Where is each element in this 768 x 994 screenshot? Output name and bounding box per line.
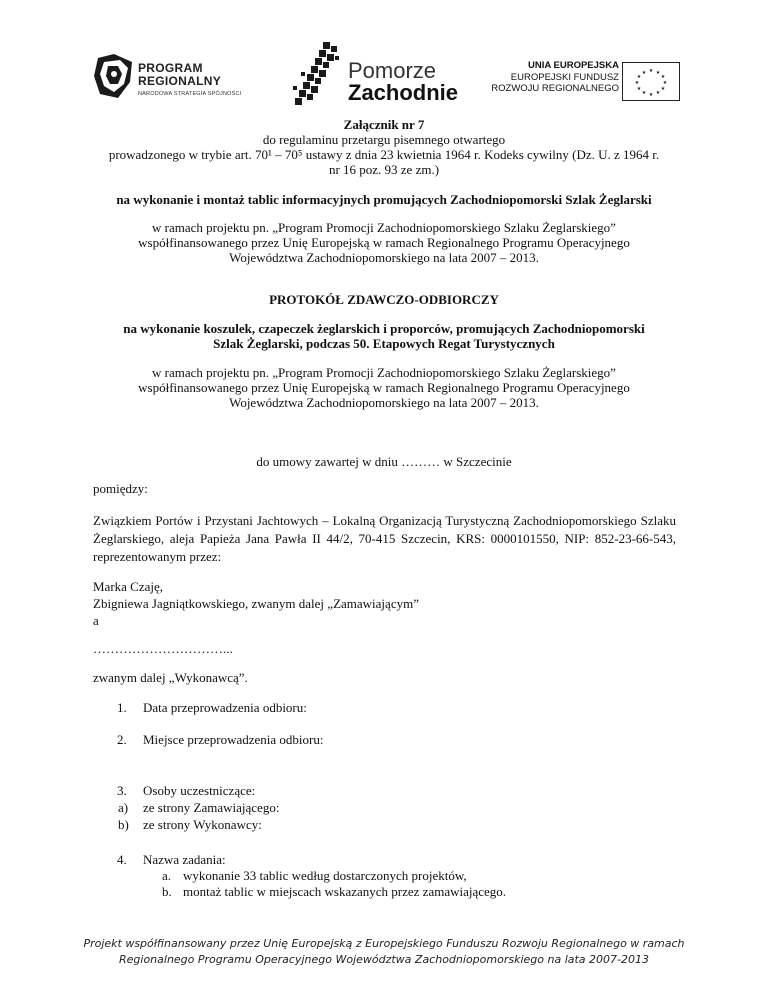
svg-text:★: ★ — [648, 68, 654, 74]
project-2-line-1: w ramach projektu pn. „Program Promocji Zachodniopomorskiego Szlaku Żeglarskiego” — [152, 365, 616, 380]
svg-text:★: ★ — [641, 70, 647, 76]
rep-line-1: Marka Czaję, — [93, 579, 164, 594]
footer-line-2: Regionalnego Programu Operacyjnego Województwa Zachodniopomorskiego na lata 2007-2013 — [119, 953, 649, 966]
eu-flag-icon — [622, 62, 680, 101]
svg-text:★: ★ — [660, 86, 666, 92]
svg-text:★: ★ — [655, 70, 661, 76]
pomorze-pixel-mark-icon — [293, 42, 349, 106]
item-number: 3. — [117, 783, 127, 798]
svg-text:★: ★ — [636, 74, 642, 80]
project-2-line-2: współfinansowanego przez Unię Europejską w ramach Regionalnego Programu Operacyjnego — [138, 380, 630, 395]
ue-line-3: ROZWOJU REGIONALNEGO — [491, 83, 619, 94]
program-line: PROGRAM — [138, 61, 203, 75]
sub-item-mark: a) — [118, 800, 129, 815]
sub-item-mark: a. — [162, 868, 172, 883]
item-text: Miejsce przeprowadzenia odbioru: — [143, 732, 324, 747]
svg-text:★: ★ — [648, 92, 654, 98]
project-1-line-1: w ramach projektu pn. „Program Promocji Zachodniopomorskiego Szlaku Żeglarskiego” — [152, 220, 616, 235]
item-number: 1. — [117, 700, 127, 715]
between-label: pomiędzy: — [93, 481, 148, 496]
item-text: Data przeprowadzenia odbioru: — [143, 700, 307, 715]
sub-item-mark: b. — [162, 884, 172, 899]
svg-text:★: ★ — [641, 90, 647, 96]
party-1-paragraph: Związkiem Portów i Przystani Jachtowych – Lokalną Organizacją Turystyczną Zachodniopomorskiego Szlaku Żeglarskiego, aleja Papieża Jana Pawła II 44/2, 70-415 Szczecin, KRS: 0000101550, NIP: 852-23-66-543, reprezentowanym przez: — [93, 513, 676, 564]
rep-line-3: a — [93, 613, 99, 628]
header-line-3: nr 16 poz. 93 ze zm.) — [328, 162, 440, 177]
contract-line: do umowy zawartej w dniu ……… w Szczecinie — [256, 454, 512, 469]
svg-text:★: ★ — [655, 90, 661, 96]
program-regionalny-logo — [94, 54, 254, 104]
rep-line-2: Zbigniewa Jagniątkowskiego, zwanym dalej „Zamawiającym” — [93, 596, 419, 611]
program-regionalny-emblem-icon — [94, 54, 134, 100]
regionalny-line: REGIONALNY — [138, 74, 222, 88]
ue-caption — [491, 60, 619, 95]
ue-line-1: UNIA EUROPEJSKA — [528, 60, 619, 71]
pomorze-zachodnie-logo — [293, 42, 483, 108]
item-number: 4. — [117, 852, 127, 867]
item-number: 2. — [117, 732, 127, 747]
header-line-1: do regulaminu przetargu pisemnego otwartego — [262, 132, 506, 147]
subject-2-line-2: Szlak Żeglarski, podczas 50. Etapowych Regat Turystycznych — [213, 336, 555, 351]
sub-item-text: ze strony Zamawiającego: — [143, 800, 280, 815]
contractor-label: zwanym dalej „Wykonawcą”. — [93, 670, 248, 685]
contractor-name-blank: …………………………... — [93, 641, 233, 656]
subject-line: na wykonanie i montaż tablic informacyjnych promujących Zachodniopomorski Szlak Żeglarski — [116, 192, 652, 207]
attachment-title: Załącznik nr 7 — [343, 117, 425, 132]
item-text: Osoby uczestniczące: — [143, 783, 256, 798]
program-regionalny-wordmark — [138, 62, 221, 88]
project-1-line-2: współfinansowanego przez Unię Europejską w ramach Regionalnego Programu Operacyjnego — [138, 235, 630, 250]
unia-europejska-logo — [487, 59, 687, 101]
nss-caption: NARODOWA STRATEGIA SPÓJNOŚCI — [138, 91, 242, 97]
item-text: Nazwa zadania: — [143, 852, 226, 867]
subject-2-line-1: na wykonanie koszulek, czapeczek żeglarskich i proporców, promujących Zachodniopomorski — [123, 321, 645, 336]
sub-item-text: ze strony Wykonawcy: — [143, 817, 262, 832]
project-1-line-3: Województwa Zachodniopomorskiego na lata 2007 – 2013. — [229, 250, 539, 265]
svg-text:★: ★ — [636, 86, 642, 92]
header-line-2: prowadzonego w trybie art. 70¹ – 70⁵ ustawy z dnia 23 kwietnia 1964 r. Kodeks cywilny (Dz. U. z 1964 r. — [108, 147, 660, 162]
project-2-line-3: Województwa Zachodniopomorskiego na lata 2007 – 2013. — [229, 395, 539, 410]
svg-text:★: ★ — [662, 80, 668, 86]
sub-item-text: montaż tablic w miejscach wskazanych przez zamawiającego. — [183, 884, 507, 899]
protocol-title: PROTOKÓŁ ZDAWCZO-ODBIORCZY — [269, 292, 499, 307]
pomorze-word: Pomorze — [348, 58, 437, 83]
zachodnie-word: Zachodnie — [348, 80, 459, 105]
sub-item-text: wykonanie 33 tablic według dostarczonych projektów, — [183, 868, 467, 883]
sub-item-mark: b) — [118, 817, 129, 832]
footer-line-1: Projekt współfinansowany przez Unię Europejską z Europejskiego Funduszu Rozwoju Regionalnego w ramach — [83, 937, 685, 950]
page-footer — [40, 936, 728, 968]
ue-line-2: EUROPEJSKI FUNDUSZ — [510, 71, 619, 83]
svg-text:★: ★ — [660, 74, 666, 80]
svg-text:★: ★ — [634, 80, 640, 86]
